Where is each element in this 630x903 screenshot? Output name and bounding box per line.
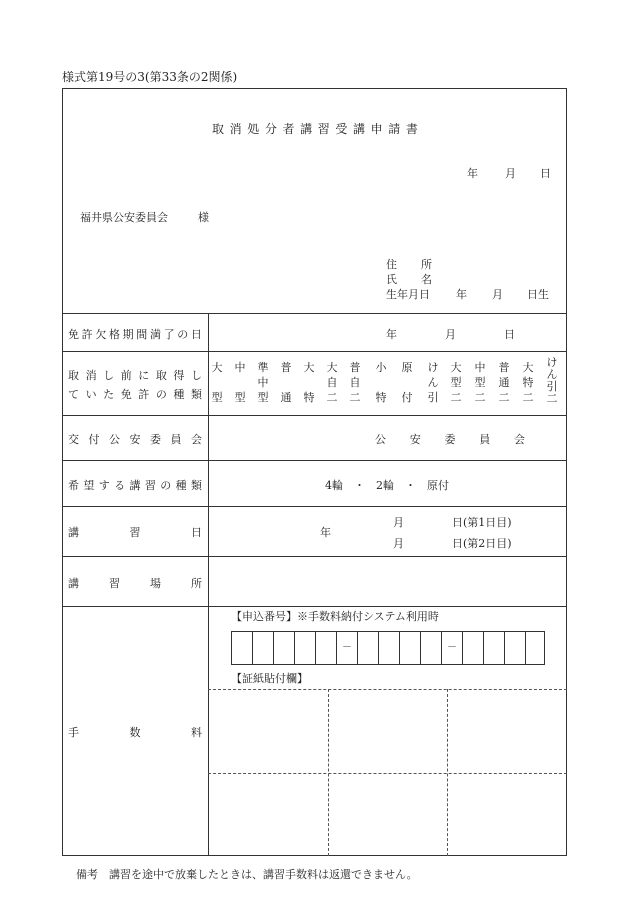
column-divider bbox=[208, 313, 209, 856]
license-type-small-special: 小 特 bbox=[375, 361, 387, 404]
disqualification-day: 日 bbox=[504, 328, 515, 341]
course-date-day2: 日(第2日目) bbox=[452, 537, 512, 550]
stamp-grid-line bbox=[328, 689, 329, 856]
license-type-semi-medium: 準 中 型 bbox=[257, 361, 269, 404]
date-month: 月 bbox=[505, 167, 516, 180]
number-box[interactable] bbox=[273, 631, 295, 665]
addressee-name: 福井県公安委員会 bbox=[80, 211, 168, 224]
disqualification-label: 免 許 欠 格 期 間 満 了 の 日 bbox=[68, 328, 202, 341]
license-type-towing: け ん 引 bbox=[427, 361, 439, 404]
date-day: 日 bbox=[540, 167, 551, 180]
birth-year: 年 bbox=[456, 288, 467, 301]
license-type-moped: 原 付 bbox=[401, 361, 413, 404]
number-separator: － bbox=[336, 631, 358, 665]
course-date-year: 年 bbox=[320, 526, 331, 539]
divider bbox=[62, 313, 567, 314]
number-box[interactable] bbox=[231, 631, 253, 665]
number-box[interactable] bbox=[504, 631, 526, 665]
birth-month: 月 bbox=[492, 288, 503, 301]
course-date-month1: 月 bbox=[393, 516, 404, 529]
license-type-large-special-class2: 大 特 二 bbox=[522, 361, 534, 404]
divider bbox=[62, 556, 567, 557]
issuing-commission-value: 公 安 委 員 会 bbox=[375, 433, 525, 446]
divider bbox=[62, 415, 567, 416]
license-type-medium-class2: 中 型 二 bbox=[474, 361, 486, 404]
stamp-area-label: 【証紙貼付欄】 bbox=[231, 672, 308, 685]
application-number-label: 【申込番号】※手数料納付システム利用時 bbox=[231, 610, 439, 623]
number-box[interactable] bbox=[378, 631, 400, 665]
course-type-options: 4輪 ・ 2輪 ・ 原付 bbox=[325, 479, 449, 492]
desired-course-label: 希 望 す る 講 習 の 種 類 bbox=[68, 479, 202, 492]
prior-license-label-line2: て い た 免 許 の 種 類 bbox=[68, 388, 202, 401]
course-date-label: 講 習 日 bbox=[68, 526, 202, 539]
license-type-towing-class2: け ん 引 二 bbox=[546, 356, 558, 405]
address-label: 住 所 bbox=[386, 258, 432, 271]
form-frame bbox=[62, 88, 567, 856]
license-type-large: 大 型 bbox=[211, 361, 223, 404]
license-type-ordinary-class2: 普 通 二 bbox=[498, 361, 510, 404]
name-label: 氏 名 bbox=[386, 273, 432, 286]
number-box[interactable] bbox=[315, 631, 337, 665]
number-box[interactable] bbox=[252, 631, 274, 665]
remarks-note: 備考 講習を途中で放棄したときは、講習手数料は返還できません。 bbox=[76, 868, 418, 881]
license-type-medium: 中 型 bbox=[234, 361, 246, 404]
license-type-large-motorcycle: 大 自 二 bbox=[326, 361, 338, 404]
issuing-commission-label: 交 付 公 安 委 員 会 bbox=[68, 433, 202, 446]
number-box[interactable] bbox=[357, 631, 379, 665]
birth-label: 生年月日 bbox=[386, 288, 430, 301]
divider bbox=[62, 460, 567, 461]
prior-license-label-line1: 取 消 し 前 に 取 得 し bbox=[68, 369, 202, 382]
number-box[interactable] bbox=[483, 631, 505, 665]
course-place-label: 講 習 場 所 bbox=[68, 577, 202, 590]
stamp-grid-line bbox=[447, 689, 448, 856]
divider bbox=[62, 351, 567, 352]
license-type-ordinary-motorcycle: 普 自 二 bbox=[349, 361, 361, 404]
disqualification-month: 月 bbox=[445, 328, 456, 341]
course-date-month2: 月 bbox=[393, 537, 404, 550]
number-box[interactable] bbox=[294, 631, 316, 665]
addressee-honorific: 様 bbox=[198, 211, 209, 224]
number-separator: － bbox=[441, 631, 463, 665]
fee-label: 手 数 料 bbox=[68, 726, 202, 739]
license-type-large-class2: 大 型 二 bbox=[450, 361, 462, 404]
disqualification-year: 年 bbox=[386, 328, 397, 341]
date-year: 年 bbox=[467, 167, 478, 180]
number-box[interactable] bbox=[420, 631, 442, 665]
number-box[interactable] bbox=[525, 631, 545, 665]
stamp-grid-line bbox=[208, 689, 567, 690]
license-type-ordinary: 普 通 bbox=[280, 361, 292, 404]
form-title: 取 消 処 分 者 講 習 受 講 申 請 書 bbox=[212, 122, 418, 136]
license-type-large-special: 大 特 bbox=[303, 361, 315, 404]
divider bbox=[62, 606, 567, 607]
form-number: 様式第19号の3(第33条の2関係) bbox=[62, 70, 238, 84]
course-date-day1: 日(第1日目) bbox=[452, 516, 512, 529]
number-box[interactable] bbox=[462, 631, 484, 665]
birth-day: 日生 bbox=[527, 288, 549, 301]
stamp-grid-line bbox=[208, 773, 567, 774]
number-box[interactable] bbox=[399, 631, 421, 665]
divider bbox=[62, 506, 567, 507]
